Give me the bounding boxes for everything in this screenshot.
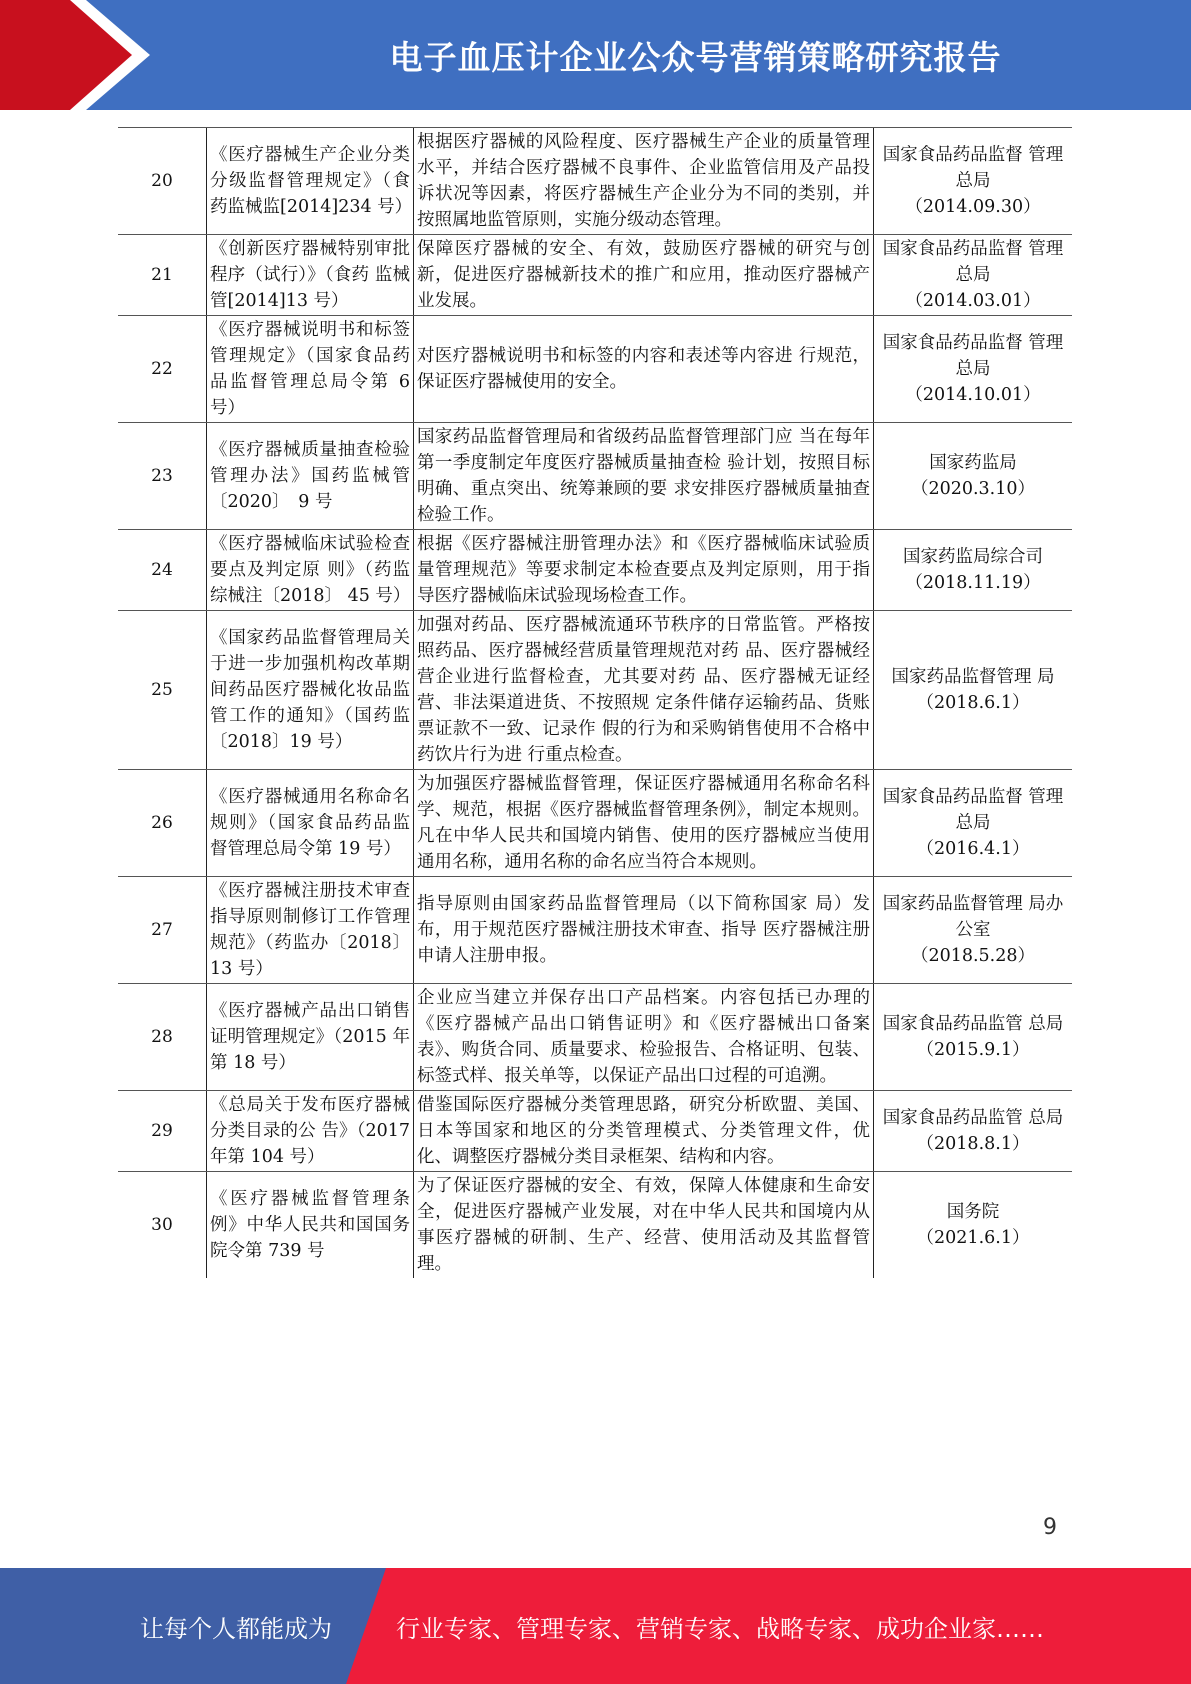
row-number: 24: [118, 530, 207, 611]
row-number: 28: [118, 984, 207, 1091]
issue-date: （2014.09.30）: [905, 197, 1041, 217]
regulation-content: 根据医疗器械的风险程度、医疗器械生产企业的质量管理水平，并结合医疗器械不良事件、企业监管信用及产品投诉状况等因素，将医疗器械生产企业分为不同的类别，并按照属地监管原则，实施分级动态管理。: [414, 128, 874, 235]
issue-date: （2020.3.10）: [910, 479, 1036, 499]
issuer-name: 国家食品药品监督 管理总局: [882, 239, 1064, 285]
table-row: [118, 770, 1072, 877]
regulation-name: 《医疗器械生产企业分类分级监督管理规定》（食药监械监[2014]234 号）: [207, 128, 414, 235]
regulation-name: 《医疗器械通用名称命名规则》（国家食品药品监督管理总局令第 19 号）: [207, 770, 414, 877]
footer-slogan-left: 让每个人都能成为: [140, 1614, 332, 1643]
table-row: [118, 128, 1072, 235]
regulation-content: 借鉴国际医疗器械分类管理思路，研究分析欧盟、美国、日本等国家和地区的分类管理模式、分类管理文件，优化、调整医疗器械分类目录框架、结构和内容。: [414, 1091, 874, 1172]
regulation-content: 指导原则由国家药品监督管理局（以下简称国家 局）发布，用于规范医疗器械注册技术审查、指导 医疗器械注册申请人注册申报。: [414, 877, 874, 984]
page-footer: [0, 1568, 1191, 1684]
issue-date: （2018.5.28）: [910, 946, 1036, 966]
page-title: 电子血压计企业公众号营销策略研究报告: [389, 37, 1002, 77]
regulation-name: 《医疗器械产品出口销售证明管理规定》（2015 年第 18 号）: [207, 984, 414, 1091]
regulation-name: 《医疗器械监督管理条例》中华人民共和国国务院令第 739 号: [207, 1172, 414, 1279]
issuer-name: 国家食品药品监管 总局: [882, 1014, 1064, 1034]
row-number: 30: [118, 1172, 207, 1279]
table-row: [118, 423, 1072, 530]
regulation-content: 企业应当建立并保存出口产品档案。内容包括已办理的《医疗器械产品出口销售证明》和《医疗器械出口备案表》、购货合同、质量要求、检验报告、合格证明、包装、标签式样、报关单等，以保证产品出口过程的可追溯。: [414, 984, 874, 1091]
regulation-name: 《医疗器械临床试验检查要点及判定原 则》（药监综械注〔2018〕 45 号）: [207, 530, 414, 611]
issuer-cell: [874, 316, 1073, 423]
issuer-cell: [874, 530, 1073, 611]
page-number: 9: [1043, 1515, 1057, 1540]
row-number: 29: [118, 1091, 207, 1172]
issue-date: （2021.6.1）: [916, 1228, 1030, 1248]
issue-date: （2016.4.1）: [916, 839, 1030, 859]
table-row: [118, 984, 1072, 1091]
issuer-name: 国家药监局综合司: [903, 547, 1043, 567]
row-number: 25: [118, 611, 207, 770]
row-number: 27: [118, 877, 207, 984]
issuer-name: 国家食品药品监督 管理总局: [882, 145, 1064, 191]
row-number: 22: [118, 316, 207, 423]
regulation-content: 为加强医疗器械监督管理，保证医疗器械通用名称命名科学、规范，根据《医疗器械监督管理条例》，制定本规则。凡在中华人民共和国境内销售、使用的医疗器械应当使用通用名称，通用名称的命名应当符合本规则。: [414, 770, 874, 877]
table-row: [118, 235, 1072, 316]
issue-date: （2018.8.1）: [916, 1134, 1030, 1154]
issuer-cell: [874, 877, 1073, 984]
issue-date: （2014.03.01）: [905, 291, 1041, 311]
table-row: [118, 1091, 1072, 1172]
table-row: [118, 316, 1072, 423]
regulation-name: 《医疗器械说明书和标签管理规定》（国家食品药品监督管理总局令第 6 号）: [207, 316, 414, 423]
issuer-name: 国家食品药品监督 管理总局: [882, 787, 1064, 833]
issuer-cell: [874, 984, 1073, 1091]
row-number: 23: [118, 423, 207, 530]
regulation-name: 《医疗器械质量抽查检验管理办法》国药监械管〔2020〕 9 号: [207, 423, 414, 530]
regulation-content: 为了保证医疗器械的安全、有效，保障人体健康和生命安全，促进医疗器械产业发展，对在中华人民共和国境内从事医疗器械的研制、生产、经营、使用活动及其监督管理。: [414, 1172, 874, 1279]
issuer-name: 国家食品药品监督 管理总局: [882, 333, 1064, 379]
issuer-cell: [874, 423, 1073, 530]
regulations-table: [118, 127, 1072, 1278]
row-number: 26: [118, 770, 207, 877]
issuer-cell: [874, 770, 1073, 877]
issuer-name: 国家药品监督管理 局: [891, 667, 1055, 687]
issuer-cell: [874, 1091, 1073, 1172]
regulation-content: 国家药品监督管理局和省级药品监督管理部门应 当在每年第一季度制定年度医疗器械质量抽查检 验计划，按照目标明确、重点突出、统筹兼顾的要 求安排医疗器械质量抽查检验工作。: [414, 423, 874, 530]
regulation-name: 《医疗器械注册技术审查指导原则制修订工作管理规范》（药监办〔2018〕13 号）: [207, 877, 414, 984]
issuer-name: 国家药品监督管理 局办公室: [882, 894, 1064, 940]
issue-date: （2018.6.1）: [916, 693, 1030, 713]
row-number: 21: [118, 235, 207, 316]
table-row: [118, 611, 1072, 770]
issuer-cell: [874, 611, 1073, 770]
table-row: [118, 877, 1072, 984]
table-row: [118, 530, 1072, 611]
issuer-cell: [874, 1172, 1073, 1279]
table-row: [118, 1172, 1072, 1279]
regulation-name: 《总局关于发布医疗器械分类目录的公 告》（2017 年第 104 号）: [207, 1091, 414, 1172]
regulation-content: 加强对药品、医疗器械流通环节秩序的日常监管。严格按照药品、医疗器械经营质量管理规范对药 品、医疗器械经营企业进行监督检查，尤其要对药 品、医疗器械无证经营、非法渠道进货、不按照规 定条件储存运输药品、货账票证款不一致、记录作 假的行为和采购销售使用不合格中药饮片行为进 行重点检查。: [414, 611, 874, 770]
issuer-cell: [874, 128, 1073, 235]
issuer-name: 国务院: [946, 1202, 1000, 1222]
issuer-name: 国家药监局: [929, 453, 1017, 473]
regulation-name: 《创新医疗器械特别审批程序（试行）》（食药 监械管[2014]13 号）: [207, 235, 414, 316]
regulation-content: 根据《医疗器械注册管理办法》和《医疗器械临床试验质量管理规范》等要求制定本检查要点及判定原则，用于指导医疗器械临床试验现场检查工作。: [414, 530, 874, 611]
regulation-content: 对医疗器械说明书和标签的内容和表述等内容进 行规范，保证医疗器械使用的安全。: [414, 316, 874, 423]
regulation-content: 保障医疗器械的安全、有效，鼓励医疗器械的研究与创新，促进医疗器械新技术的推广和应用，推动医疗器械产业发展。: [414, 235, 874, 316]
issue-date: （2015.9.1）: [916, 1040, 1030, 1060]
row-number: 20: [118, 128, 207, 235]
regulation-name: 《国家药品监督管理局关于进一步加强机构改革期间药品医疗器械化妆品监管工作的通知》（国药监〔2018〕19 号）: [207, 611, 414, 770]
footer-slogan-right: 行业专家、管理专家、营销专家、战略专家、成功企业家……: [396, 1614, 1044, 1643]
issue-date: （2014.10.01）: [905, 385, 1041, 405]
page-header: [0, 0, 1191, 110]
issuer-cell: [874, 235, 1073, 316]
issue-date: （2018.11.19）: [905, 573, 1041, 593]
issuer-name: 国家食品药品监管 总局: [882, 1108, 1064, 1128]
